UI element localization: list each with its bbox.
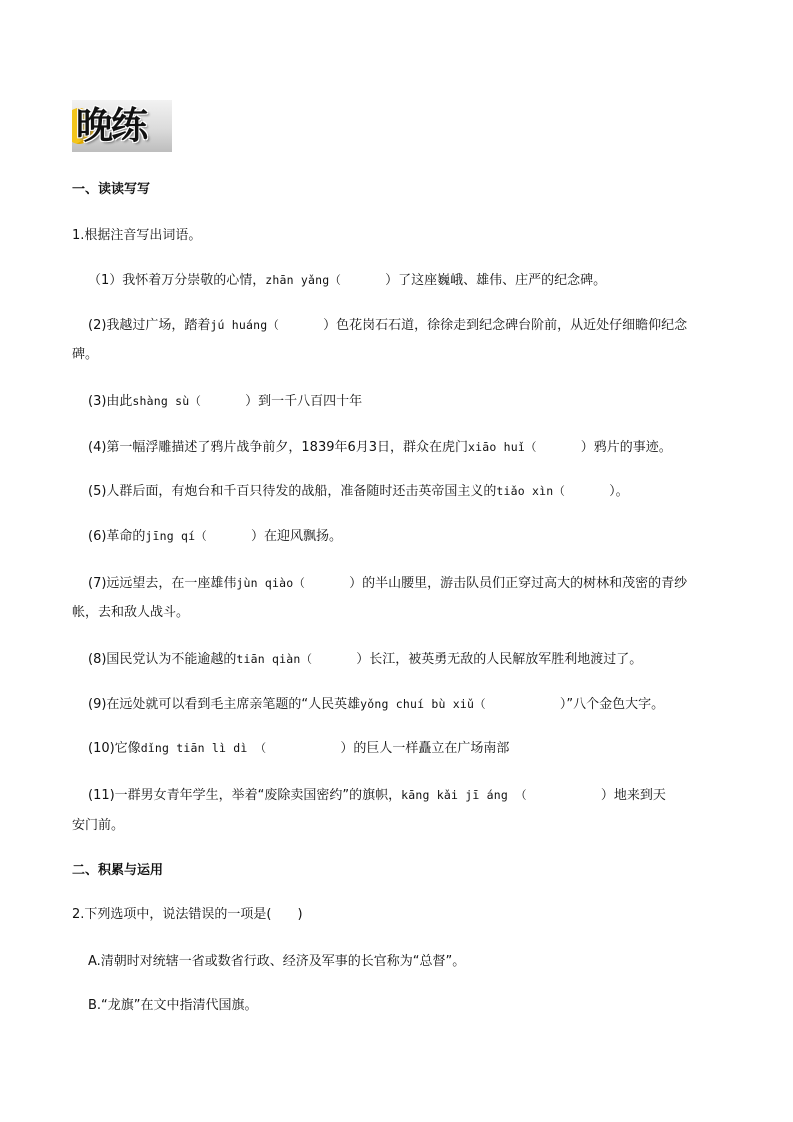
q1-item-7: (7)远远望去，在一座雄伟jùn qiào（ ）的半山腰里，游击队员们正穿过高大的树林和茂密的青纱 <box>88 576 688 591</box>
q1-item-5: (5)人群后面，有炮台和千百只待发的战船，准备随时还击英帝国主义的tiǎo xìn（ ）。 <box>88 484 629 499</box>
section-1-title: 一、读读写写 <box>72 182 151 197</box>
q2-option-a: A.清朝时对统辖一省或数省行政、经济及军事的长官称为“总督”。 <box>88 954 466 969</box>
q1-item-10: (10)它像dǐng tiān lì dì （ ）的巨人一样矗立在广场南部 <box>88 741 510 756</box>
q1-item-2: (2)我越过广场，踏着jú huáng（ ）色花岗石石道，徐徐走到纪念碑台阶前，从近处仔细瞻仰纪念 <box>88 318 688 333</box>
question-1-stem: 1.根据注音写出词语。 <box>72 228 202 243</box>
q1-item-6: (6)革命的jīng qí（ ）在迎风飘扬。 <box>88 529 343 544</box>
q1-item-4: (4)第一幅浮雕描述了鸦片战争前夕，1839年6月3日，群众在虎门xiāo huǐ（ ）鸦片的事迹。 <box>88 440 672 455</box>
question-2-stem: 2.下列选项中，说法错误的一项是( ) <box>72 907 303 922</box>
q1-item-8: (8)国民党认为不能逾越的tiān qiàn（ ）长江，被英勇无敌的人民解放军胜利地渡过了。 <box>88 652 643 667</box>
q1-item-3: (3)由此shàng sù（ ）到一千八百四十年 <box>88 394 363 409</box>
q1-item-11: (11)一群男女青年学生，举着“废除卖国密约”的旗帜，kāng kǎi jī áng （ ）地来到天 <box>88 788 666 803</box>
section-2-title: 二、积累与运用 <box>72 863 164 878</box>
logo-text: 晚练 <box>76 104 146 147</box>
q1-item-9: (9)在远处就可以看到毛主席亲笔题的“人民英雄yǒng chuí bù xiǔ（ ）”八个金色大字。 <box>88 697 665 712</box>
q1-item-11-continued: 安门前。 <box>72 818 125 833</box>
q2-option-b: B.“龙旗”在文中指清代国旗。 <box>88 998 258 1013</box>
q1-item-1: （1）我怀着万分崇敬的心情，zhān yǎng（ ）了这座巍峨、雄伟、庄严的纪念碑。 <box>88 273 607 288</box>
evening-practice-logo <box>72 100 172 152</box>
q1-item-2-continued: 碑。 <box>72 347 99 362</box>
q1-item-7-continued: 帐，去和敌人战斗。 <box>72 605 190 620</box>
